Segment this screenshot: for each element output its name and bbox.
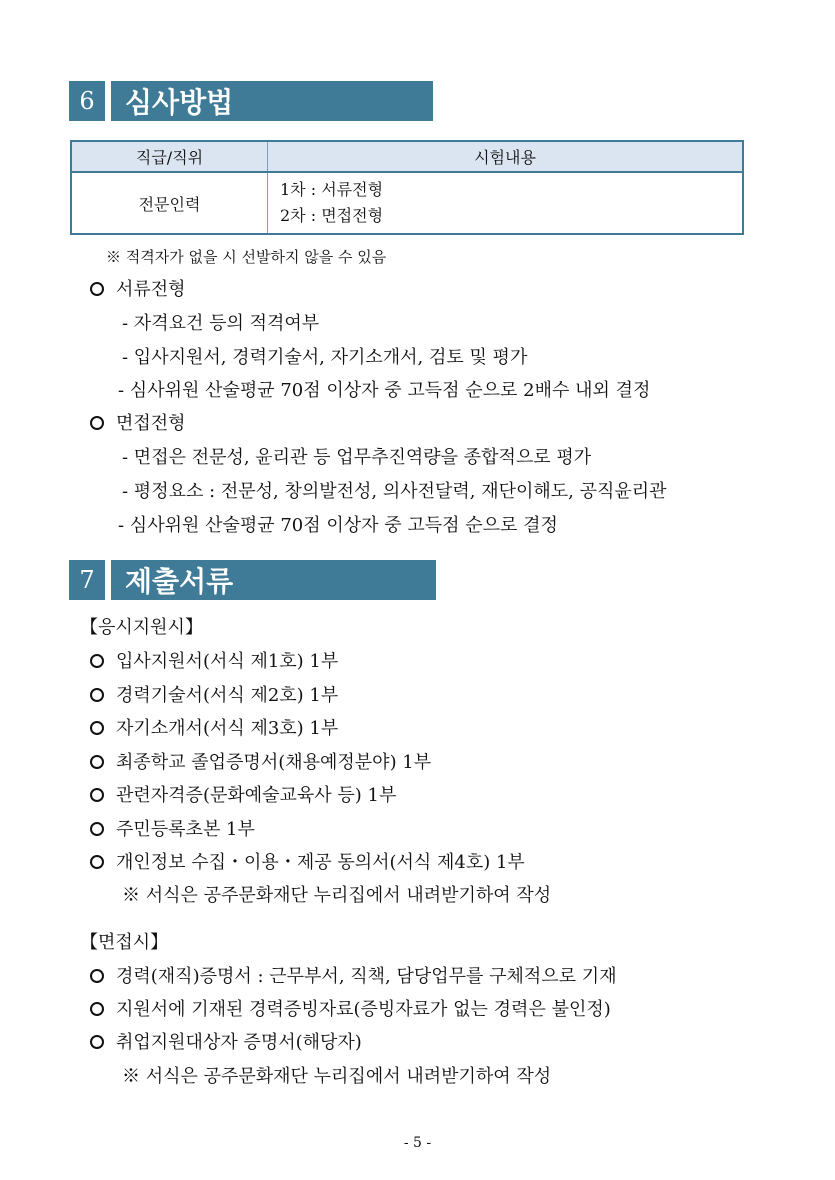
step-1: 1차 : 서류전형 xyxy=(280,180,384,199)
screening-table xyxy=(70,140,744,235)
list-item: 주민등록초본 1부 xyxy=(90,815,255,841)
list-item: 취업지원대상자 증명서(해당자) xyxy=(90,1028,362,1054)
list-item: - 자격요건 등의 적격여부 xyxy=(122,313,320,334)
section-6-header xyxy=(69,81,433,121)
circle-bullet-icon xyxy=(90,822,104,836)
circle-bullet-icon xyxy=(90,416,104,430)
list-item: 자기소개서(서식 제3호) 1부 xyxy=(90,714,338,740)
circle-bullet-icon xyxy=(90,654,104,668)
circle-bullet-icon xyxy=(90,855,104,869)
section-number: 6 xyxy=(69,81,105,121)
interview-title: 면접전형 xyxy=(90,409,186,435)
form-note: ※ 서식은 공주문화재단 누리집에서 내려받기하여 작성 xyxy=(122,1066,552,1087)
list-item: - 심사위원 산술평균 70점 이상자 중 고득점 순으로 결정 xyxy=(118,515,558,536)
form-note: ※ 서식은 공주문화재단 누리집에서 내려받기하여 작성 xyxy=(122,885,552,906)
list-item: 최종학교 졸업증명서(채용예정분야) 1부 xyxy=(90,748,431,774)
circle-bullet-icon xyxy=(90,969,104,983)
list-item: 입사지원서(서식 제1호) 1부 xyxy=(90,647,338,673)
selection-note: ※ 적격자가 없을 시 선발하지 않을 수 있음 xyxy=(106,248,387,266)
step-2: 2차 : 면접전형 xyxy=(280,206,384,225)
list-item: 관련자격증(문화예술교육사 등) 1부 xyxy=(90,781,396,807)
section-title: 심사방법 xyxy=(111,81,433,121)
section-number: 7 xyxy=(69,560,105,600)
list-item: - 면접은 전문성, 윤리관 등 업무추진역량을 종합적으로 평가 xyxy=(122,447,592,468)
circle-bullet-icon xyxy=(90,1035,104,1049)
doc-review-title: 서류전형 xyxy=(90,275,186,301)
cell-steps xyxy=(268,172,744,234)
circle-bullet-icon xyxy=(90,282,104,296)
list-item: - 심사위원 산술평균 70점 이상자 중 고득점 순으로 2배수 내외 결정 xyxy=(118,380,651,401)
circle-bullet-icon xyxy=(90,721,104,735)
table-header-row xyxy=(71,141,743,172)
interview-docs-heading: 【면접시】 xyxy=(80,932,169,953)
list-item: 경력(재직)증명서 : 근무부서, 직책, 담당업무를 구체적으로 기재 xyxy=(90,962,617,988)
list-item: - 평정요소 : 전문성, 창의발전성, 의사전달력, 재단이해도, 공직윤리관 xyxy=(122,481,667,502)
col-header-position: 직급/직위 xyxy=(71,141,268,172)
section-7-header xyxy=(69,560,436,600)
list-item: - 입사지원서, 경력기술서, 자기소개서, 검토 및 평가 xyxy=(122,347,528,368)
page-number: - 5 - xyxy=(403,1135,432,1151)
circle-bullet-icon xyxy=(90,688,104,702)
circle-bullet-icon xyxy=(90,755,104,769)
section-title: 제출서류 xyxy=(111,560,436,600)
col-header-exam: 시험내용 xyxy=(268,141,744,172)
cell-position: 전문인력 xyxy=(71,172,268,234)
list-item: 개인정보 수집・이용・제공 동의서(서식 제4호) 1부 xyxy=(90,848,525,874)
circle-bullet-icon xyxy=(90,788,104,802)
list-item: 경력기술서(서식 제2호) 1부 xyxy=(90,681,338,707)
list-item: 지원서에 기재된 경력증빙자료(증빙자료가 없는 경력은 불인정) xyxy=(90,995,611,1021)
table-row xyxy=(71,172,743,234)
circle-bullet-icon xyxy=(90,1002,104,1016)
apply-heading: 【응시지원시】 xyxy=(80,617,203,638)
